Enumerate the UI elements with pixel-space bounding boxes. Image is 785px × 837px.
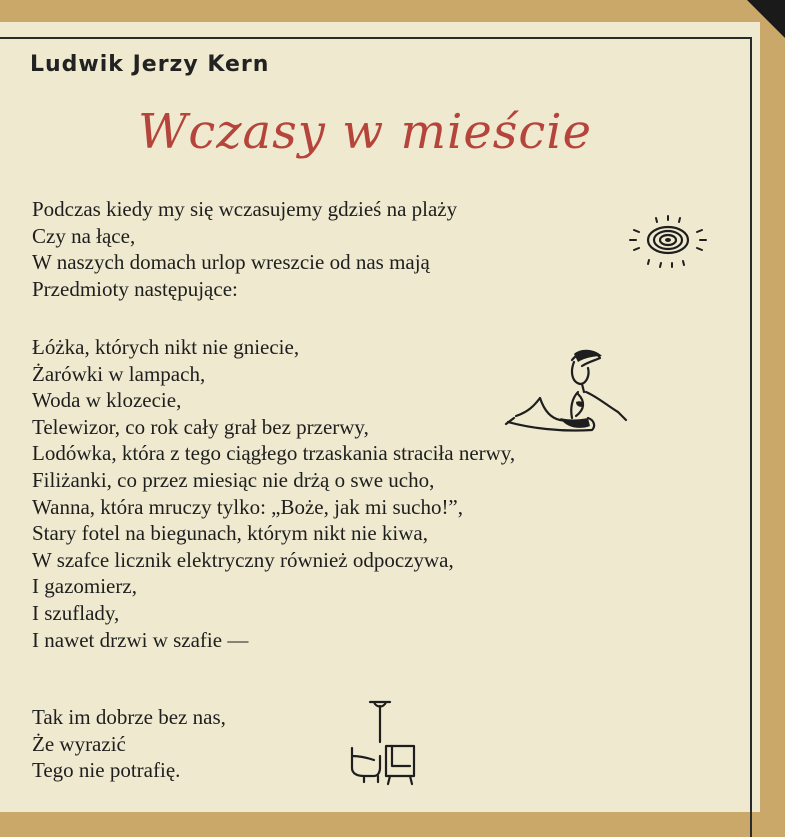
stanza-3 xyxy=(32,704,226,784)
poem-line: W szafce licznik elektryczny również odpoczywa, xyxy=(32,547,454,572)
page-corner xyxy=(747,0,785,38)
poem-line: Lodówka, która z tego ciągłego trzaskania straciła nerwy, xyxy=(32,441,516,466)
poem-line: Woda w klozecie, xyxy=(32,388,182,413)
stanza-2 xyxy=(32,334,515,653)
poem-line: Że wyrazić xyxy=(32,731,126,756)
poem-line: Stary fotel na biegunach, którym nikt nie kiwa, xyxy=(32,521,428,546)
poem-line: I szuflady, xyxy=(32,600,120,625)
stanza-1 xyxy=(32,196,457,302)
poem-line: Tak im dobrze bez nas, xyxy=(32,705,226,729)
poem-line: Tego nie potrafię. xyxy=(32,758,181,783)
lamp-and-chairs-icon xyxy=(344,696,424,786)
poem-line: Łóżka, których nikt nie gniecie, xyxy=(32,335,300,359)
poem-line: I nawet drzwi w szafie — xyxy=(32,627,249,652)
sun-icon xyxy=(626,212,710,272)
poem-line: Filiżanki, co przez miesiąc nie drżą o swe ucho, xyxy=(32,467,435,492)
poem-line: I gazomierz, xyxy=(32,574,137,599)
author-name: Ludwik Jerzy Kern xyxy=(30,52,270,77)
sunbathing-woman-icon xyxy=(500,346,640,446)
poem-line: Wanna, która mruczy tylko: „Boże, jak mi sucho!”, xyxy=(32,494,464,519)
poem-title: Wczasy w mieście xyxy=(138,104,593,160)
poem-line: Podczas kiedy my się wczasujemy gdzieś na plaży xyxy=(32,197,458,221)
poem-line: Przedmioty następujące: xyxy=(32,276,238,301)
poem-line: W naszych domach urlop wreszcie od nas mają xyxy=(32,250,430,275)
poem-line: Żarówki w lampach, xyxy=(32,361,206,386)
poem-line: Telewizor, co rok cały grał bez przerwy, xyxy=(32,414,369,439)
poem-line: Czy na łące, xyxy=(32,223,136,248)
